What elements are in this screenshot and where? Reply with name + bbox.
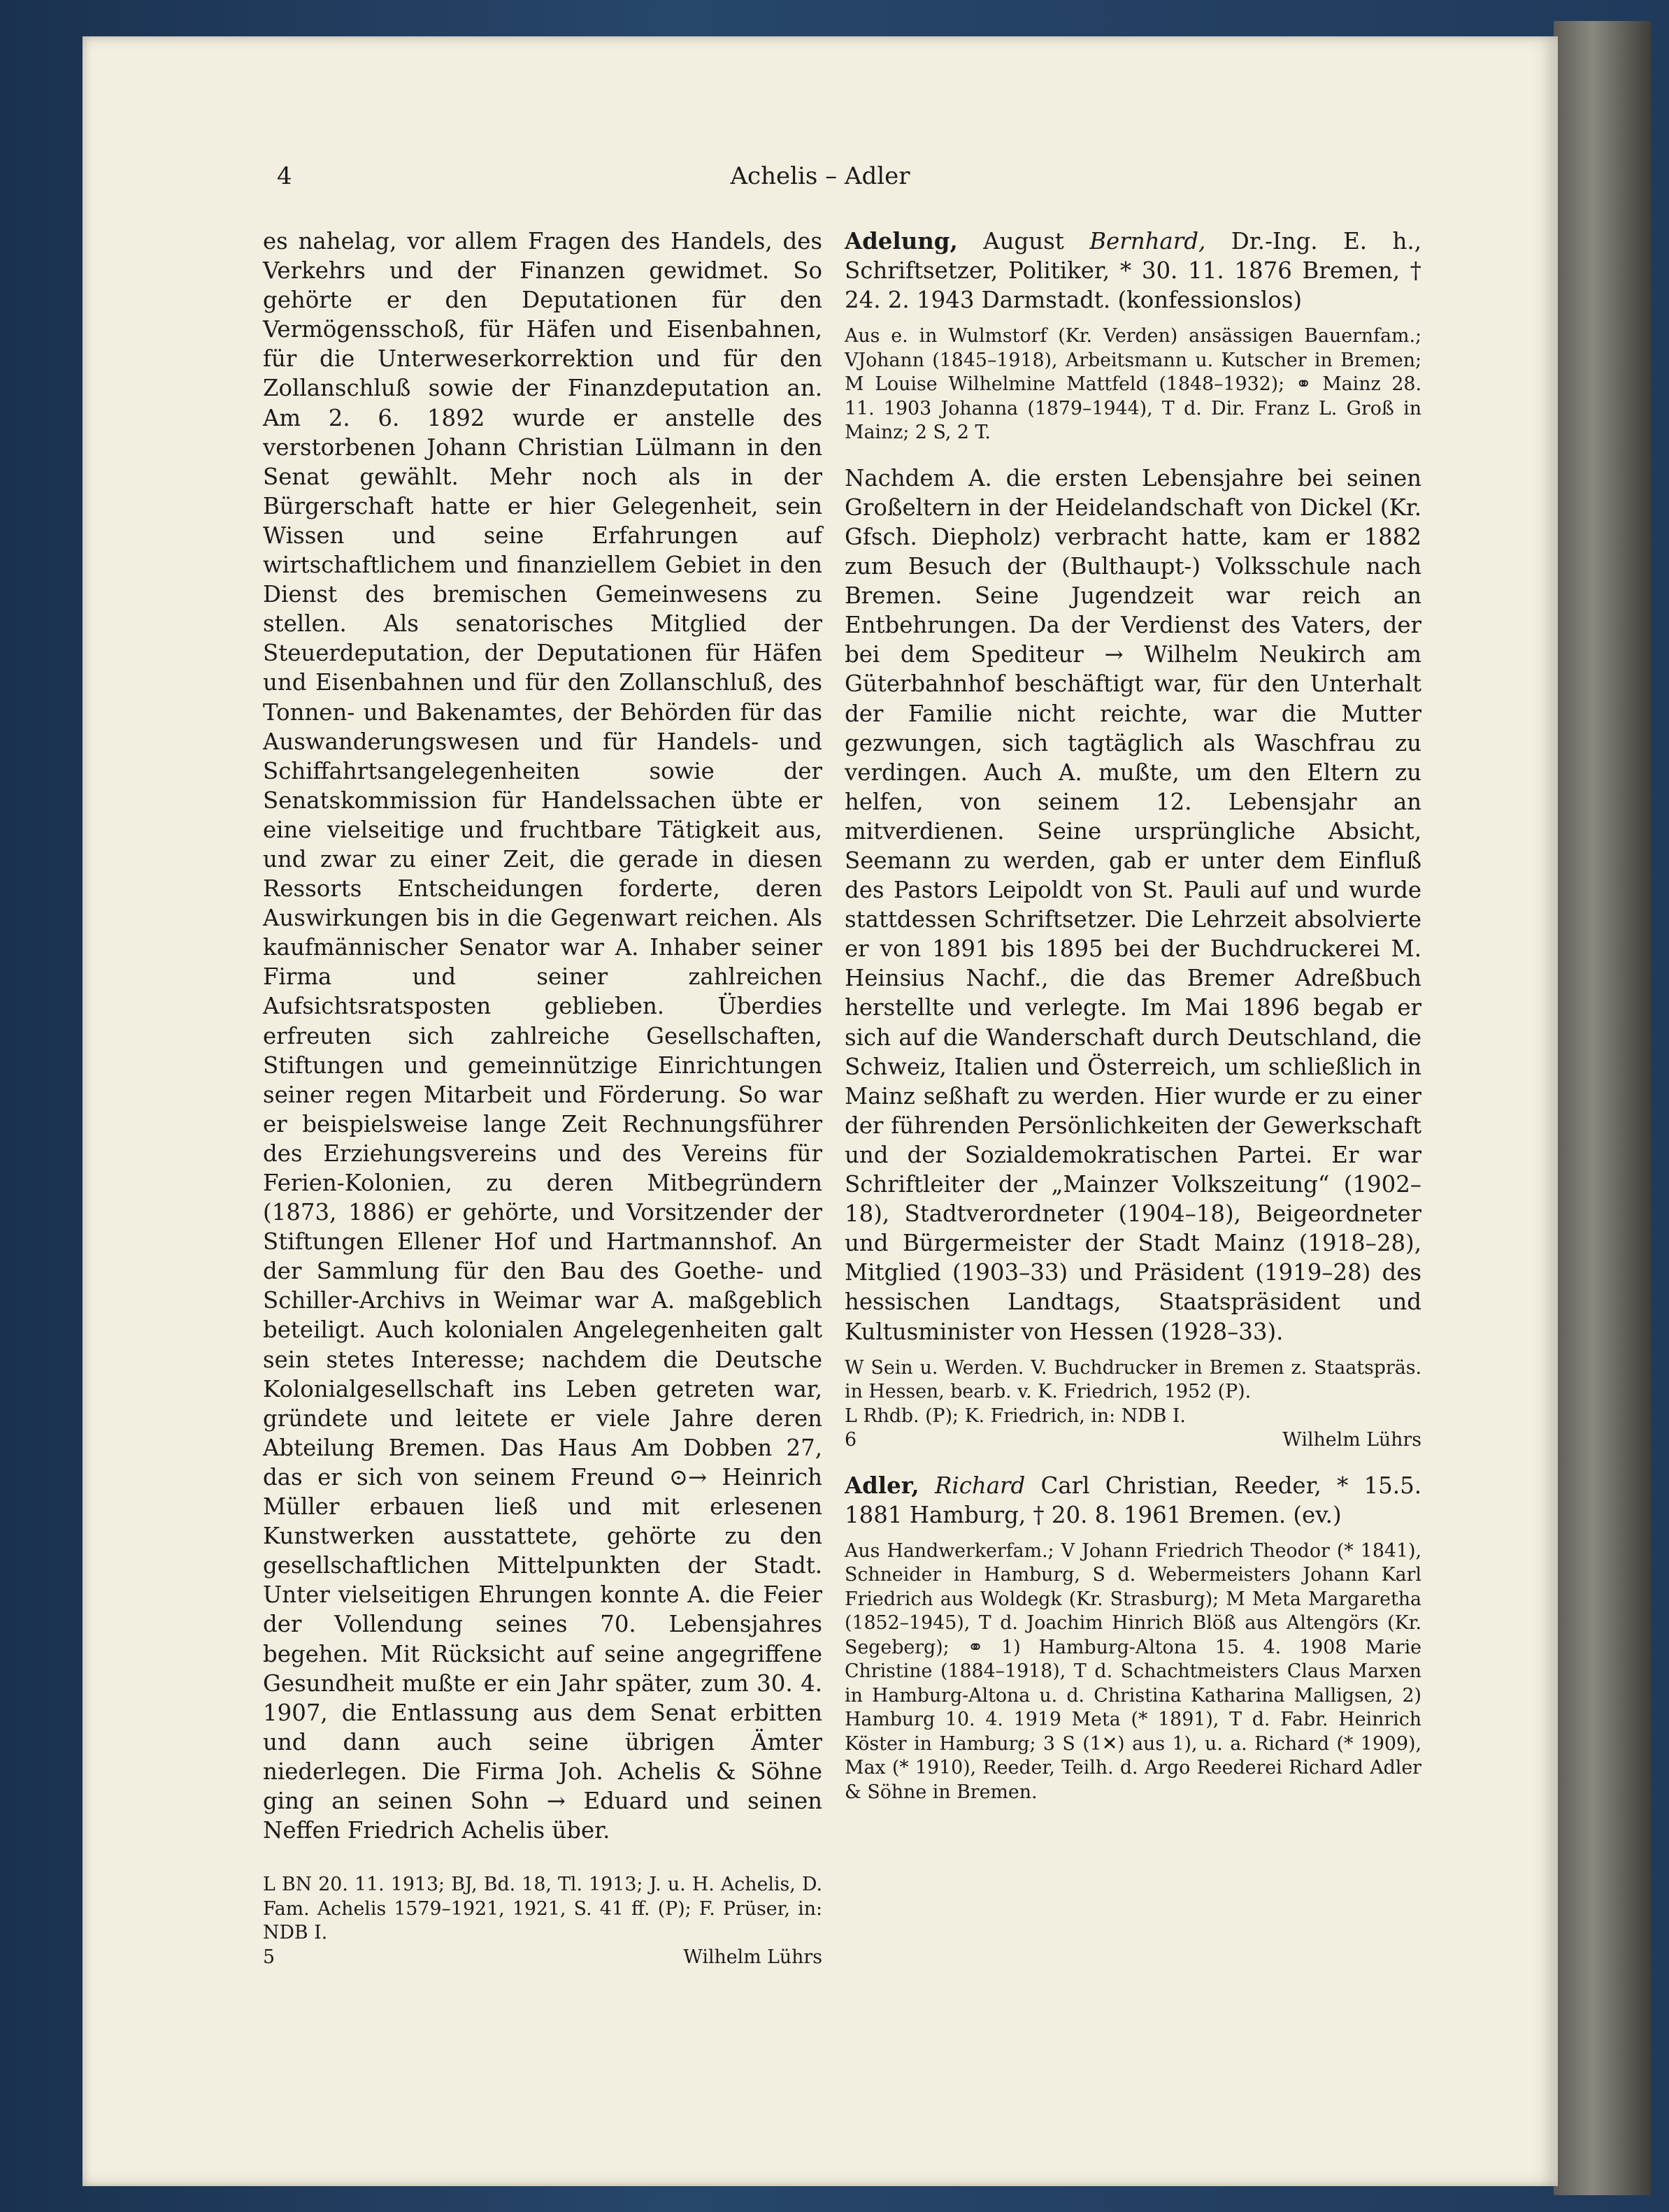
achelis-footer [263,1946,822,1970]
page-number: 4 [277,162,292,190]
adelung-heading [845,227,1421,315]
book-edge [1554,21,1652,2195]
achelis-literature: L BN 20. 11. 1913; BJ, Bd. 18, Tl. 1913; J. u. H. Achelis, D. Fam. Achelis 1579–1921, 1921, S. 41 ff. (P); F. Prüser, in: NDB I. [263,1874,822,1944]
adler-heading [845,1471,1421,1530]
entry-author: Wilhelm Lührs [683,1946,822,1968]
left-column [263,227,822,1969]
adelung-surname: Adelung, [845,228,958,254]
adelung-given-name: August [983,228,1064,254]
entry-number: 6 [845,1429,857,1451]
entry-number: 5 [263,1946,275,1968]
entry-author: Wilhelm Lührs [1282,1429,1421,1451]
adler-heading-details: Carl Christian, Reeder, * 15.5. 1881 Hamburg, † 20. 8. 1961 Bremen. (ev.) [845,1472,1421,1528]
achelis-continuation-text: es nahelag, vor allem Fragen des Handels, des Verkehrs und der Finanzen gewidmet. So gehörte er den Deputationen für den Vermögensschoß, für Häfen und Eisenbahnen, für die Unterweserkorrektion und für den Zollanschluß sowie der Finanzdeputation an. Am 2. 6. 1892 wurde er anstelle des verstorbenen Johann Christian Lülmann in den Senat gewählt. Mehr noch als in der Bürgerschaft hatte er hier Gelegenheit, sein Wissen und seine Erfahrungen auf wirtschaftlichem und finanziellem Gebiet in den Dienst des bremischen Gemeinwesens zu stellen. Als senatorisches Mitglied der Steuerdeputation, der Deputationen für Häfen und Eisenbahnen und für den Zollanschluß, des Tonnen- und Bakenamtes, der Behörden für das Auswanderungswesen und für Handels- und Schiffahrtsangelegenheiten sowie der Senatskommission für Handelssachen übte er eine vielseitige und fruchtbare Tätigkeit aus, und zwar zu einer Zeit, die gerade in diesen Ressorts Entscheidungen forderte, deren Auswirkungen bis in die Gegenwart reichen. Als kaufmännischer Senator war A. Inhaber seiner Firma und seiner zahlreichen Aufsichtsratsposten geblieben. Überdies erfreuten sich zahlreiche Gesellschaften, Stiftungen und gemeinnützige Einrichtungen seiner regen Mitarbeit und Förderung. So war er beispielsweise lange Zeit Rechnungsführer des Erziehungsvereins und des Vereins für Ferien-Kolonien, zu deren Mitbegründern (1873, 1886) er gehörte, und Vorsitzender der Stiftungen Ellener Hof und Hartmannshof. An der Sammlung für den Bau des Goethe- und Schiller-Archivs in Weimar war A. maßgeblich beteiligt. Auch kolonialen Angelegenheiten galt sein stetes Interesse; nachdem die Deutsche Kolonialgesellschaft ins Leben getreten war, gründete und leitete er viele Jahre deren Abteilung Bremen. Das Haus Am Dobben 27, das er sich von seinem Freund ⊙→ Heinrich Müller erbauen ließ und mit erlesenen Kunstwerken ausstattete, gehörte zu den gesellschaftlichen Mittelpunkten der Stadt. Unter vielseitigen Ehrungen konnte A. die Feier der Vollendung seines 70. Lebensjahres begehen. Mit Rücksicht auf seine angegriffene Gesundheit mußte er ein Jahr später, zum 30. 4. 1907, die Entlassung aus dem Senat erbitten und dann auch seine übrigen Ämter niederlegen. Die Firma Joh. Achelis & Söhne ging an seinen Sohn → Eduard und seinen Neffen Friedrich Achelis über. [263,228,822,1844]
adelung-called-name: Bernhard, [1089,228,1206,254]
adelung-heading-details: Dr.-Ing. E. h., Schriftsetzer, Politiker, * 30. 11. 1876 Bremen, † 24. 2. 1943 Darmstadt. (konfessionslos) [845,228,1422,314]
book-page [83,36,1558,2186]
adler-called-name: Richard [934,1472,1026,1499]
adelung-works: W Sein u. Werden. V. Buchdrucker in Bremen z. Staatspräs. in Hessen, bearb. v. K. Friedrich, 1952 (P). [845,1356,1421,1403]
adler-family: Aus Handwerkerfam.; V Johann Friedrich Theodor (* 1841), Schneider in Hamburg, S d. Webermeisters Johann Karl Friedrich aus Woldegk (Kr. Strasburg); M Meta Margaretha (1852–1945), T d. Joachim Hinrich Blöß aus Altengörs (Kr. Segeberg); ⚭ 1) Hamburg-Altona 15. 4. 1908 Marie Christine (1884–1918), T d. Schachtmeisters Claus Marxen in Hamburg-Altona u. d. Christina Katharina Malligsen, 2) Hamburg 10. 4. 1919 Meta (* 1891), T d. Fabr. Heinrich Köster in Hamburg; 3 S (1✕) aus 1), u. a. Richard (* 1909), Max (* 1910), Reeder, Teilh. d. Argo Reederei Richard Adler & Söhne in Bremen. [845,1539,1421,1803]
page-header [83,162,1558,204]
adler-surname: Adler, [845,1472,919,1499]
adelung-footer [845,1428,1421,1453]
adelung-biography: Nachdem A. die ersten Lebensjahre bei seinen Großeltern in der Heidelandschaft von Dickel (Kr. Gfsch. Diepholz) verbracht hatte, kam er 1882 zum Besuch der (Bulthaupt-) Volksschule nach Bremen. Seine Jugendzeit war reich an Entbehrungen. Da der Verdienst des Vaters, der bei dem Spediteur → Wilhelm Neukirch am Güterbahnhof beschäftigt war, für den Unterhalt der Familie nicht reichte, war die Mutter gezwungen, sich tagtäglich als Waschfrau zu verdingen. Auch A. mußte, um den Eltern zu helfen, von seinem 12. Lebensjahr an mitverdienen. Seine ursprüngliche Absicht, Seemann zu werden, gab er unter dem Einfluß des Pastors Leipoldt von St. Pauli auf und wurde stattdessen Schriftsetzer. Die Lehrzeit absolvierte er von 1891 bis 1895 bei der Buchdruckerei M. Heinsius Nachf., die das Bremer Adreßbuch herstellte und verlegte. Im Mai 1896 begab er sich auf die Wanderschaft durch Deutschland, die Schweiz, Italien und Österreich, um schließlich in Mainz seßhaft zu werden. Hier wurde er zu einer der führenden Persönlichkeiten der Gewerkschaft und der Sozialdemokratischen Partei. Er war Schriftleiter der „Mainzer Volkszeitung“ (1902–18), Stadtverordneter (1904–18), Beigeordneter und Bürgermeister der Stadt Mainz (1918–28), Mitglied (1903–33) und Präsident (1919–28) des hessischen Landtags, Staatspräsident und Kultusminister von Hessen (1928–33). [845,464,1421,1345]
adelung-literature: L Rhdb. (P); K. Friedrich, in: NDB I. [845,1405,1186,1427]
adelung-family: Aus e. in Wulmstorf (Kr. Verden) ansässigen Bauernfam.; VJohann (1845–1918), Arbeitsmann u. Kutscher in Bremen; M Louise Wilhelmine Mattfeld (1848–1932); ⚭ Mainz 28. 11. 1903 Johanna (1879–1944), T d. Dir. Franz L. Groß in Mainz; 2 S, 2 T. [845,325,1421,444]
running-title: Achelis – Adler [730,162,910,190]
right-column [845,227,1421,1804]
